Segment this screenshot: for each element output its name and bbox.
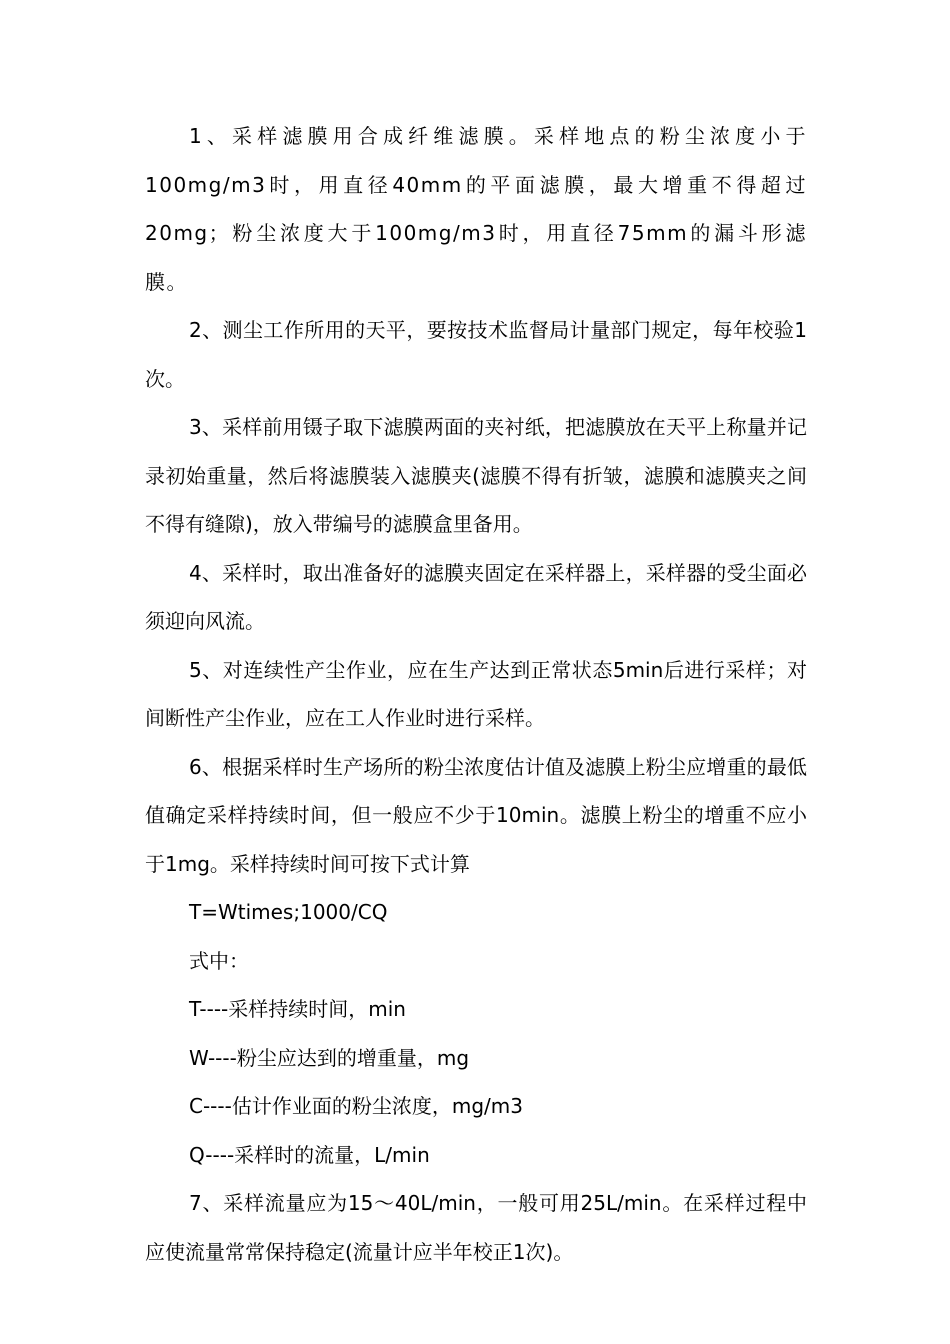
paragraph-1: 1、采样滤膜用合成纤维滤膜。采样地点的粉尘浓度小于100mg/m3时，用直径40mm的平面滤膜，最大增重不得超过20mg；粉尘浓度大于100mg/m3时，用直径75mm的漏斗形滤膜。	[145, 124, 807, 294]
document-body	[145, 112, 807, 1276]
formula: T=Wtimes;1000/CQ	[189, 900, 388, 924]
definition-w: W----粉尘应达到的增重量，mg	[189, 1045, 470, 1070]
definition-c: C----估计作业面的粉尘浓度，mg/m3	[189, 1094, 523, 1118]
definition-q: Q----采样时的流量，L/min	[189, 1142, 430, 1167]
paragraph-2: 2、测尘工作所用的天平，要按技术监督局计量部门规定，每年校验1次。	[145, 318, 807, 391]
paragraph-3: 3、采样前用镊子取下滤膜两面的夹衬纸，把滤膜放在天平上称量并记录初始重量，然后将滤膜装入滤膜夹(滤膜不得有折皱，滤膜和滤膜夹之间不得有缝隙)，放入带编号的滤膜盒里备用。	[145, 415, 807, 536]
paragraph-4: 4、采样时，取出准备好的滤膜夹固定在采样器上，采样器的受尘面必须迎向风流。	[145, 560, 807, 633]
paragraph-5: 5、对连续性产尘作业，应在生产达到正常状态5min后进行采样；对间断性产尘作业，应在工人作业时进行采样。	[145, 657, 807, 730]
definition-t: T----采样持续时间，min	[189, 997, 406, 1021]
where-label: 式中：	[189, 948, 249, 973]
paragraph-7: 7、采样流量应为15～40L/min，一般可用25L/min。在采样过程中应使流量常常保持稳定(流量计应半年校正1次)。	[145, 1191, 807, 1264]
paragraph-6: 6、根据采样时生产场所的粉尘浓度估计值及滤膜上粉尘应增重的最低值确定采样持续时间，但一般应不少于10min。滤膜上粉尘的增重不应小于1mg。采样持续时间可按下式计算	[145, 754, 807, 876]
